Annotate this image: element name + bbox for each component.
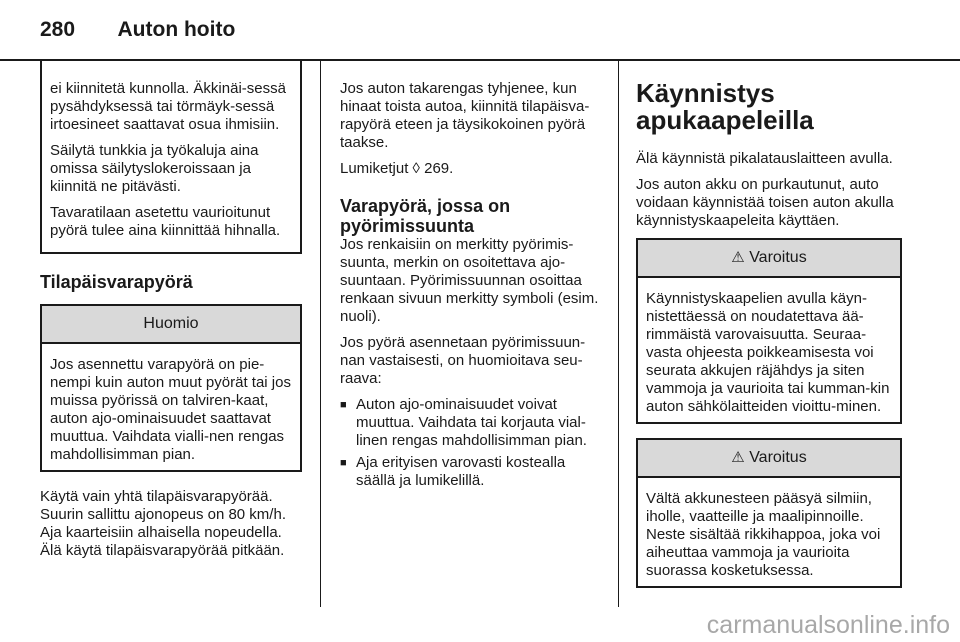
warning-header	[638, 440, 900, 478]
column-divider-2	[618, 61, 619, 607]
warning-title: Varoitus	[749, 449, 807, 466]
box-paragraph: ei kiinnitetä kunnolla. Äkkinäi-sessä pysähdyksessä tai törmäyk-sessä irtoesineet saattavat osua ihmisiin.	[50, 80, 286, 133]
body-paragraph: Jos renkaisiin on merkitty pyörimis-suunta, merkin on osoitettava ajo-suuntaan. Pyörimissuunnan osoittaa renkaan sivuun merkitty symboli (esim. nuoli).	[340, 236, 599, 325]
warning-text: Käynnistyskaapelien avulla käyn-nistettäessä on noudatettava ää-rimmäistä varovaisuutta. Seuraa-vasta ohjeesta poikkeamisesta voi seurata akkujen räjähdys ja siten vammoja ja vaurioita tai kumman-kin auton sähkölaitteiden vioittu-minen.	[646, 290, 890, 415]
body-paragraph: Jos auton akku on purkautunut, auto voidaan käynnistää toisen auton akulla käynnistyskaapeleita käyttäen.	[636, 176, 894, 229]
warning-icon: ⚠	[731, 449, 745, 466]
cross-reference: Lumiketjut ◊ 269.	[340, 160, 454, 177]
section-heading: Varapyörä, jossa on pyörimissuunta	[340, 196, 511, 236]
section-heading: Käynnistys apukaapeleilla	[636, 78, 814, 135]
list-item: ■ Auton ajo-ominaisuudet voivat muuttua. Vaihdata tai korjauta vial-linen rengas mahdollisimman pian.	[340, 396, 602, 450]
page-header	[40, 18, 235, 48]
box-paragraph: Tavaratilaan asetettu vaurioitunut pyörä tulee aina kiinnittää hihnalla.	[50, 204, 281, 239]
body-paragraph: Jos pyörä asennetaan pyörimissuun-nan vastaisesti, on huomioitava seu-raava:	[340, 334, 586, 387]
page-title: Auton hoito	[117, 18, 236, 41]
body-paragraph: Käytä vain yhtä tilapäisvarapyörää. Suurin sallittu ajonopeus on 80 km/h. Aja kaarteisiin alhaisella nopeudella. Älä käytä tilapäisvarapyörää pitkään.	[40, 488, 286, 559]
warning-box	[636, 438, 902, 588]
continued-warning-box	[40, 60, 302, 254]
warning-header	[638, 240, 900, 278]
body-paragraph: Älä käynnistä pikalatauslaitteen avulla.	[636, 150, 893, 167]
column-3	[636, 80, 902, 588]
warning-box	[636, 238, 902, 424]
section-heading: Tilapäisvarapyörä	[40, 272, 193, 292]
warning-title: Varoitus	[749, 249, 807, 266]
body-paragraph: Jos auton takarengas tyhjenee, kun hinaat toista autoa, kiinnitä tilapäisva-rapyörä eteen ja täysikokoinen pyörä taakse.	[340, 80, 590, 151]
watermark: carmanualsonline.info	[706, 611, 950, 639]
column-2	[340, 80, 602, 498]
list-item: ■ Aja erityisen varovasti kostealla säällä ja lumikelillä.	[340, 454, 602, 490]
warning-icon: ⚠	[731, 249, 745, 266]
bullet-list	[340, 396, 602, 490]
box-paragraph: Säilytä tunkkia ja työkaluja aina omissa säilytyslokeroissaan ja kiinnitä ne pitävästi.	[50, 142, 259, 195]
warning-text: Vältä akkunesteen pääsyä silmiin, iholle, vaatteille ja maalipinnoille. Neste sisältää rikkihappoa, joka voi aiheuttaa vammoja ja vaurioita suorassa kosketuksessa.	[646, 490, 881, 579]
column-divider-1	[320, 61, 321, 607]
notice-text: Jos asennettu varapyörä on pie-nempi kuin auton muut pyörät tai jos muissa pyörissä on talviren-kaat, auton ajo-ominaisuudet saattavat muuttua. Vaihdata vialli-nen rengas mahdollisimman pian.	[50, 356, 291, 463]
page-number: 280	[40, 18, 76, 41]
column-1	[40, 64, 302, 568]
notice-title: Huomio	[42, 306, 300, 344]
notice-box	[40, 304, 302, 472]
